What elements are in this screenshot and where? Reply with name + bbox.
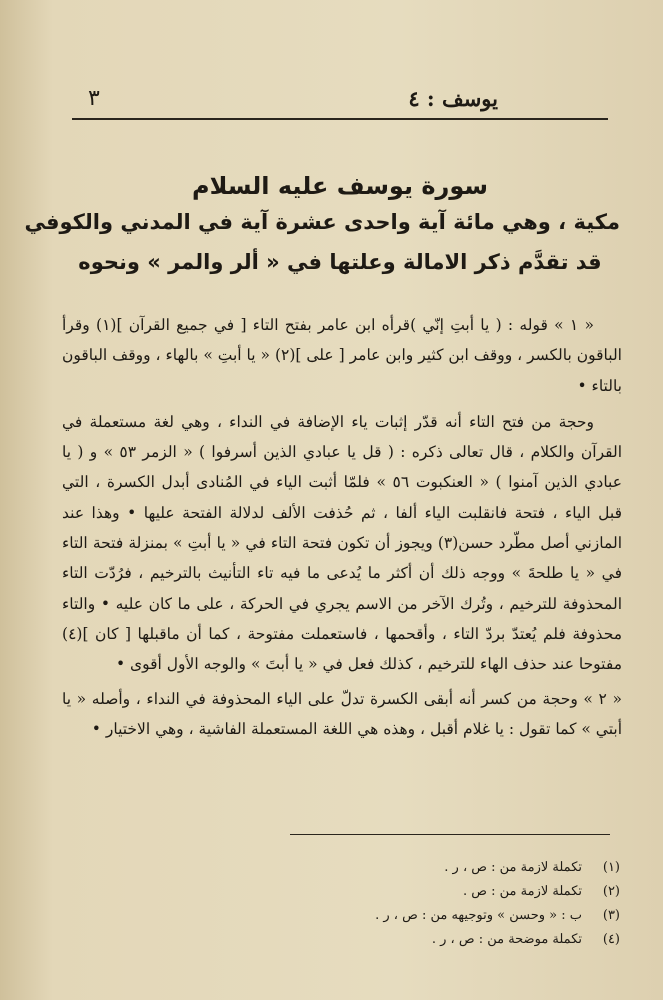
- footnote-text: ب : « وحسن » وتوجيهه من : ص ، ر .: [375, 908, 582, 923]
- footnotes: [300, 856, 620, 952]
- footnote-number: (٤): [602, 932, 620, 947]
- footnote-4: [300, 928, 620, 952]
- running-title: يوسف : ٤: [408, 86, 498, 111]
- paragraph-2: وحجة من فتح التاء أنه قدّر إثبات ياء الإضافة في النداء ، وهي لغة مستعملة في القرآن والكلام ، قال تعالى ذكره : ( قل يا عبادي الذين أسرفوا ) « الزمر ٥٣ » و ( يا عبادي الذين آمنوا ) « العنكبوت ٥٦ » فلمّا أثبت الياء في المُنادى أبدل الكسرة ، التي قبل الياء ، فتحة فانقلبت الياء ألفا ، ثم حُذفت الألف لدلالة الفتحة عليها • وهذا عند المازني أصل مطّرد حسن(٣) ويجوز أن تكون فتحة التاء في « يا أبتِ » بمنزلة فتحة التاء في « يا طلحةَ » ووجه ذلك أن أكثر ما يُدعى ما فيه تاء التأنيث بالترخيم ، فرُدّت التاء المحذوفة للترخيم ، وتُرك الآخر من الاسم يجري في الحركة ، على ما كان عليه • والتاء محذوفة فلم يُعتدّ بردّ التاء ، وأقحمها ، فاستعملت مفتوحة ، كما أن ماقبلها [ كان ](٤) مفتوحا عند حذف الهاء للترخيم ، كذلك فعل في « يا أبتَ » والوجه الأول أقوى •: [62, 412, 622, 674]
- paragraph-1: « ١ » قوله : ( يا أبتِ إنّي )قرأه ابن عامر بفتح التاء [ في جميع القرآن ](١) وقرأ الباقون بالكسر ، ووقف ابن كثير وابن عامر [ على ](٢) « يا أبتِ » بالهاء ، ووقف الباقون بالتاء •: [62, 316, 622, 395]
- paragraph-3: « ٢ » وحجة من كسر أنه أبقى الكسرة تدلّ على الياء المحذوفة في النداء ، وأصله « يا أبتي » كما تقول : يا غلام أقبل ، وهذه هي اللغة المستعملة الفاشية ، وهي الاختيار •: [62, 689, 622, 738]
- footnote-text: تكملة لازمة من : ص .: [463, 884, 582, 899]
- page-number: ٣: [88, 86, 100, 111]
- footnote-rule: [290, 834, 610, 835]
- footnote-number: (٣): [602, 908, 620, 923]
- surah-title: سورة يوسف عليه السلام: [192, 172, 488, 200]
- footnote-1: [300, 856, 620, 880]
- footnote-3: [300, 904, 620, 928]
- main-text: [62, 310, 622, 744]
- page-header: [70, 86, 608, 116]
- header-rule: [72, 118, 608, 120]
- footnote-number: (١): [602, 860, 620, 875]
- footnote-2: [300, 880, 620, 904]
- surah-subtitle: مكية ، وهي مائة آية واحدى عشرة آية في المدني والكوفي: [24, 210, 620, 234]
- footnote-text: تكملة لازمة من : ص ، ر .: [444, 860, 582, 875]
- surah-note: قد تقدَّم ذكر الامالة وعلتها في « ألر والمر » ونحوه: [78, 250, 602, 274]
- footnote-number: (٢): [602, 884, 620, 899]
- footnote-text: تكملة موضحة من : ص ، ر .: [431, 932, 582, 947]
